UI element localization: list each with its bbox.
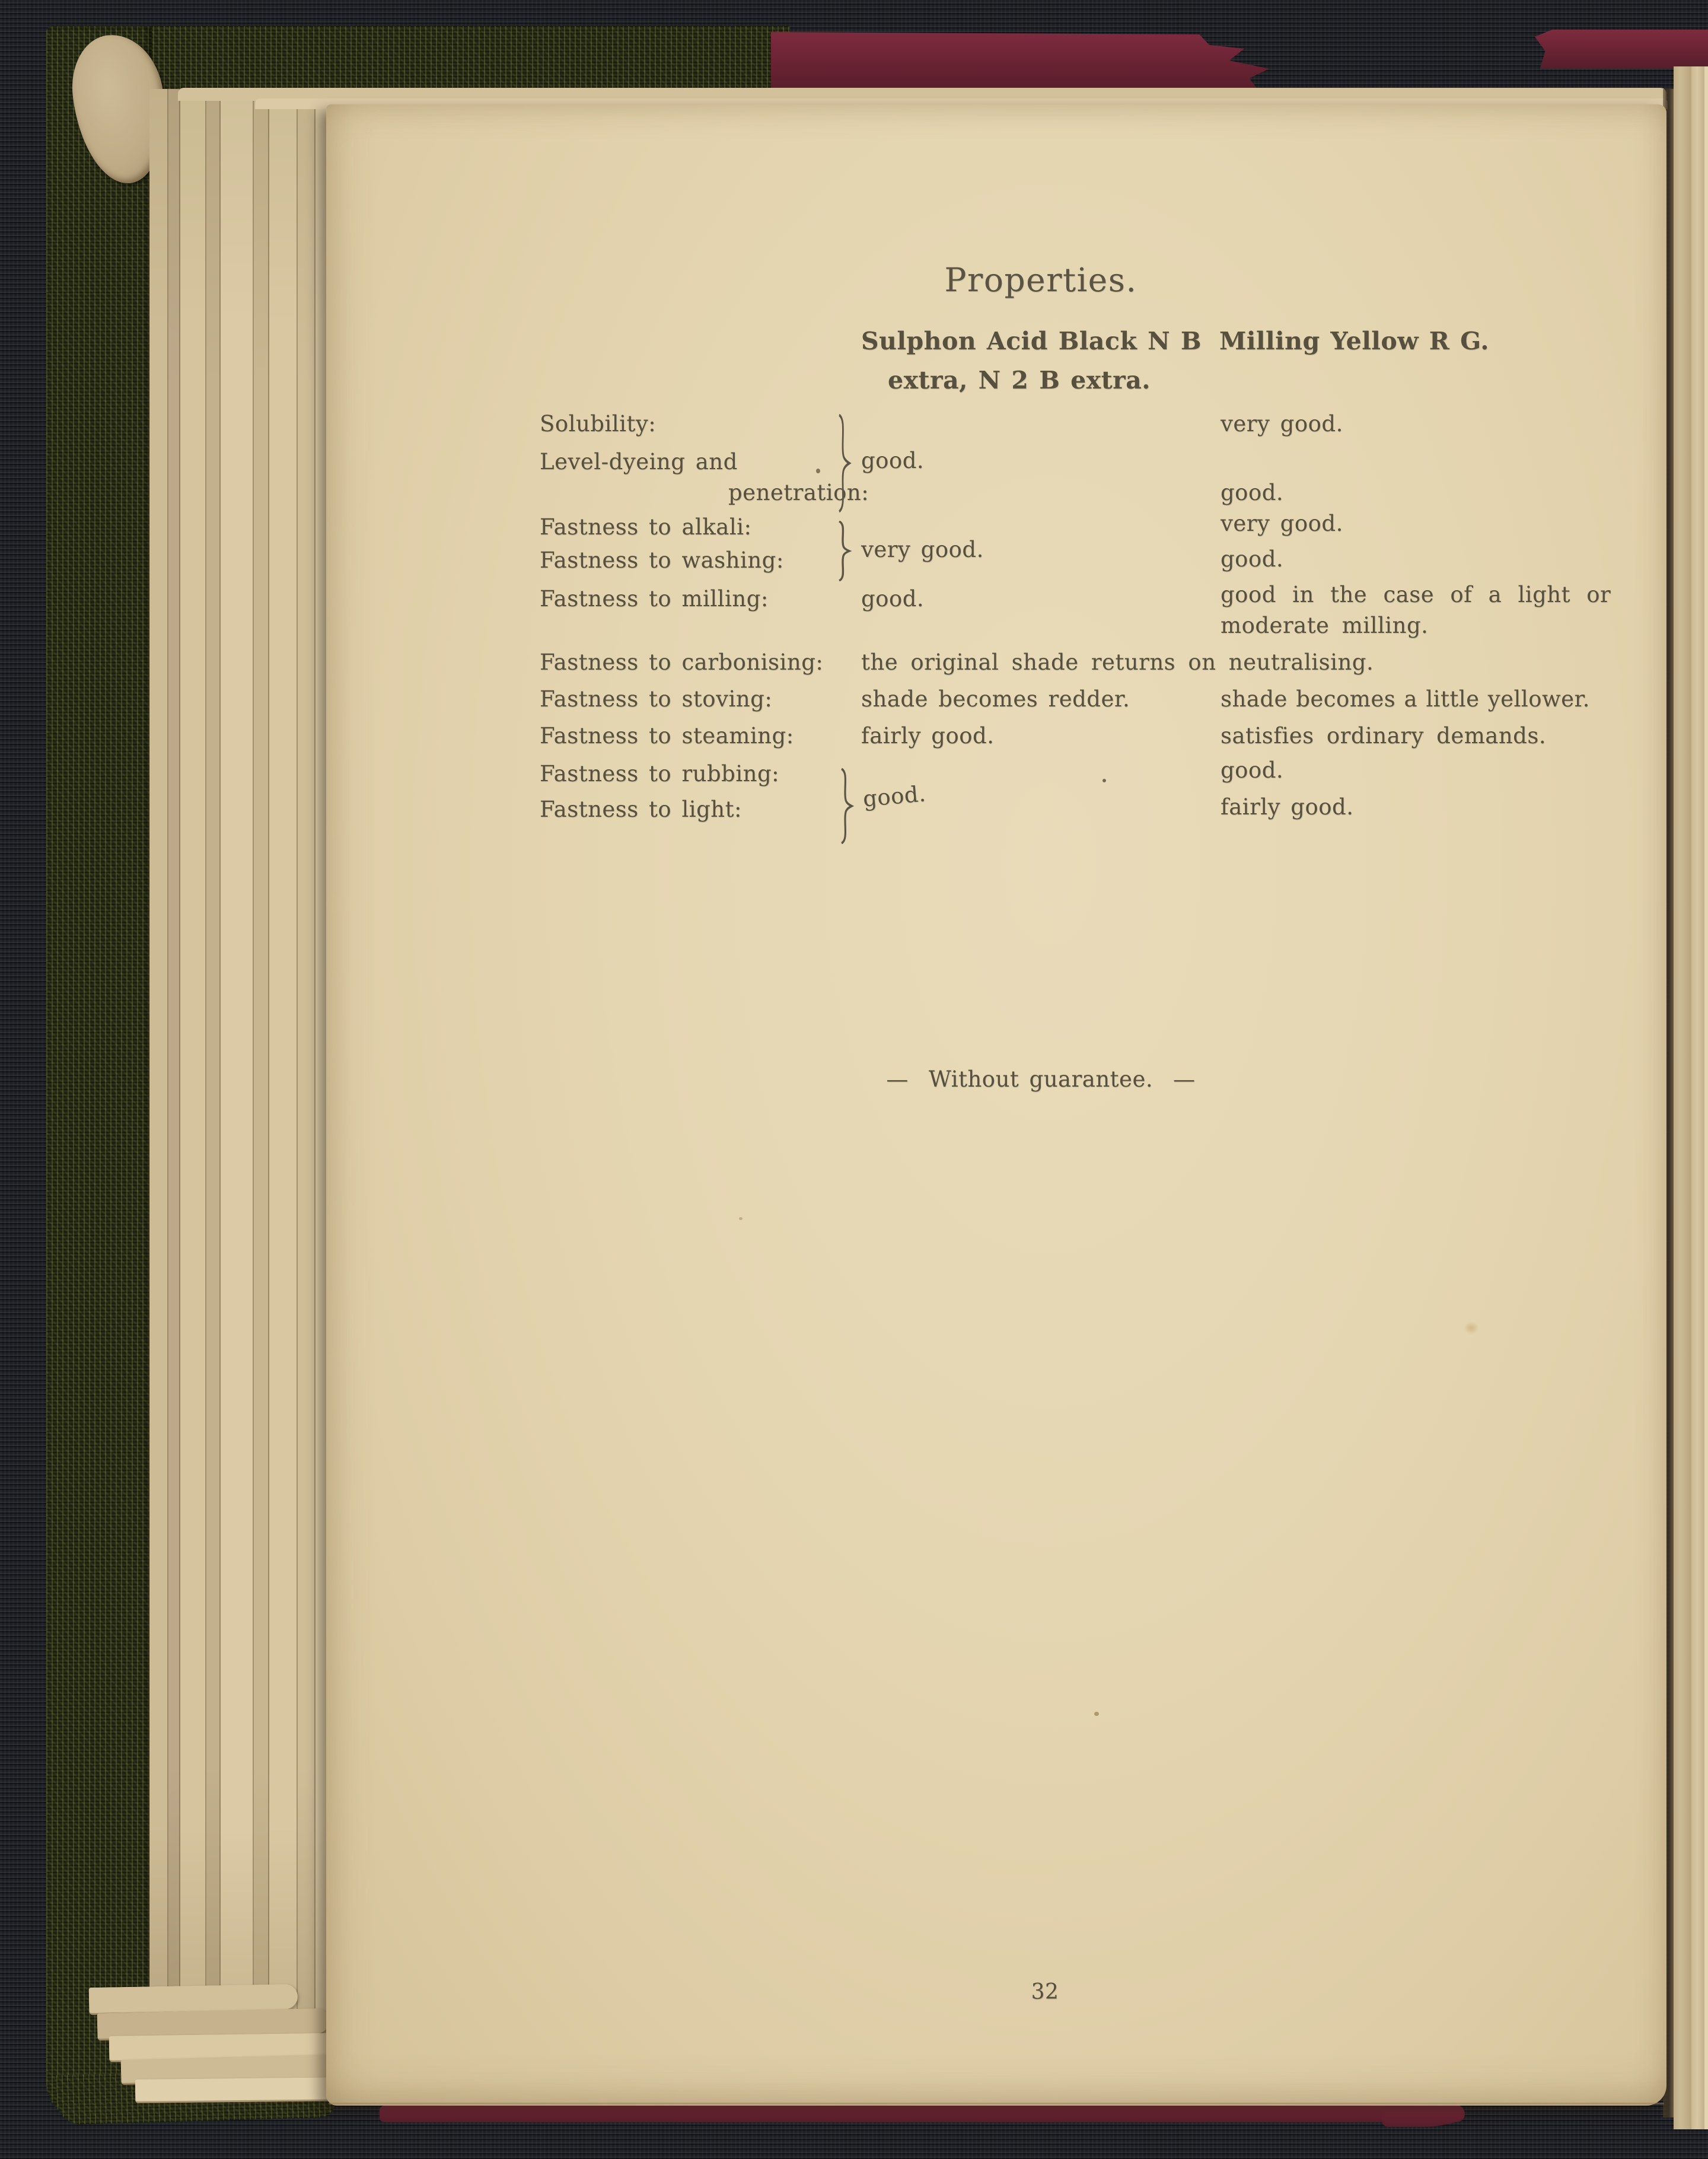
col1-value: the original shade returns on neutralising.: [861, 649, 1374, 675]
row-label: Fastness to steaming:: [540, 723, 794, 749]
ink-speck: [1094, 1712, 1099, 1716]
page-edge-stack: [298, 89, 316, 2064]
page-edge-stack: [149, 89, 168, 2064]
footer-note-text: Without guarantee.: [928, 1066, 1153, 1092]
col2-value: good.: [1221, 757, 1284, 783]
col1-value: fairly good.: [861, 723, 995, 749]
col1-value: good.: [861, 586, 925, 612]
book-cover-left-board: [46, 26, 152, 2119]
page-edge-stack: [206, 89, 221, 2064]
brace-icon: [837, 768, 854, 844]
brace-icon: [835, 521, 852, 581]
row-label: Fastness to carbonising:: [540, 649, 824, 675]
page-edge-stack-right: [1691, 66, 1704, 2129]
red-cover-strip-top-right: [1535, 30, 1708, 69]
row-label: Fastness to rubbing:: [540, 761, 780, 786]
row-label: Level-dyeing and: [540, 449, 738, 475]
col2-value: moderate milling.: [1221, 613, 1429, 638]
page-edge-stack: [168, 89, 180, 2064]
row-label: Fastness to alkali:: [540, 514, 752, 540]
ink-speck: [1102, 779, 1106, 782]
row-label: Fastness to washing:: [540, 547, 784, 573]
red-cover-strip-bottom-right: [1382, 2104, 1465, 2127]
col2-value: good.: [1221, 480, 1284, 505]
ink-speck: [739, 1217, 743, 1220]
footer-note: [833, 1066, 1248, 1092]
col2-value: very good.: [1221, 411, 1343, 437]
col2-value: very good.: [1221, 511, 1343, 536]
page-edge-stack-right: [1704, 66, 1708, 2129]
red-cover-strip-bottom: [380, 2106, 1465, 2122]
page-edge-stack: [221, 89, 254, 2064]
page-edge-stack-right: [1674, 66, 1691, 2129]
col2-value: good.: [1221, 546, 1284, 572]
col2-value: satisfies ordinary demands.: [1221, 723, 1547, 749]
book-page: [326, 104, 1666, 2106]
fanned-page-corner: [135, 2077, 344, 2103]
col2-value: good in the case of a light or: [1221, 582, 1611, 607]
col1-value: good.: [861, 448, 925, 473]
column-header-sulphon-line2: extra, N 2 B extra.: [888, 366, 1151, 394]
footer-dash-right: —: [1173, 1066, 1196, 1092]
col2-value: shade becomes a little yellower.: [1221, 686, 1590, 712]
column-header-sulphon-line1: Sulphon Acid Black N B: [861, 327, 1202, 355]
row-label: Fastness to light:: [540, 797, 742, 822]
ink-speck: [816, 469, 820, 473]
row-label: Solubility:: [540, 411, 657, 437]
page-edge-stack: [254, 89, 269, 2064]
row-label: penetration:: [728, 480, 869, 505]
col2-value: fairly good.: [1221, 794, 1354, 820]
page-edge-stack: [269, 89, 298, 2064]
page-number: 32: [1031, 1980, 1059, 2004]
page-title: Properties.: [944, 261, 1137, 299]
column-header-milling: Milling Yellow R G.: [1219, 327, 1489, 355]
paper-stain: [1464, 1321, 1479, 1335]
page-edge-stack: [180, 89, 206, 2064]
brace-icon: [835, 414, 852, 512]
red-cover-strip-top: [771, 32, 1269, 91]
col1-value: good.: [862, 781, 927, 812]
col1-value: shade becomes redder.: [861, 686, 1130, 712]
col1-value: very good.: [861, 537, 984, 562]
footer-dash-left: —: [886, 1066, 909, 1092]
row-label: Fastness to stoving:: [540, 686, 773, 712]
row-label: Fastness to milling:: [540, 586, 769, 612]
